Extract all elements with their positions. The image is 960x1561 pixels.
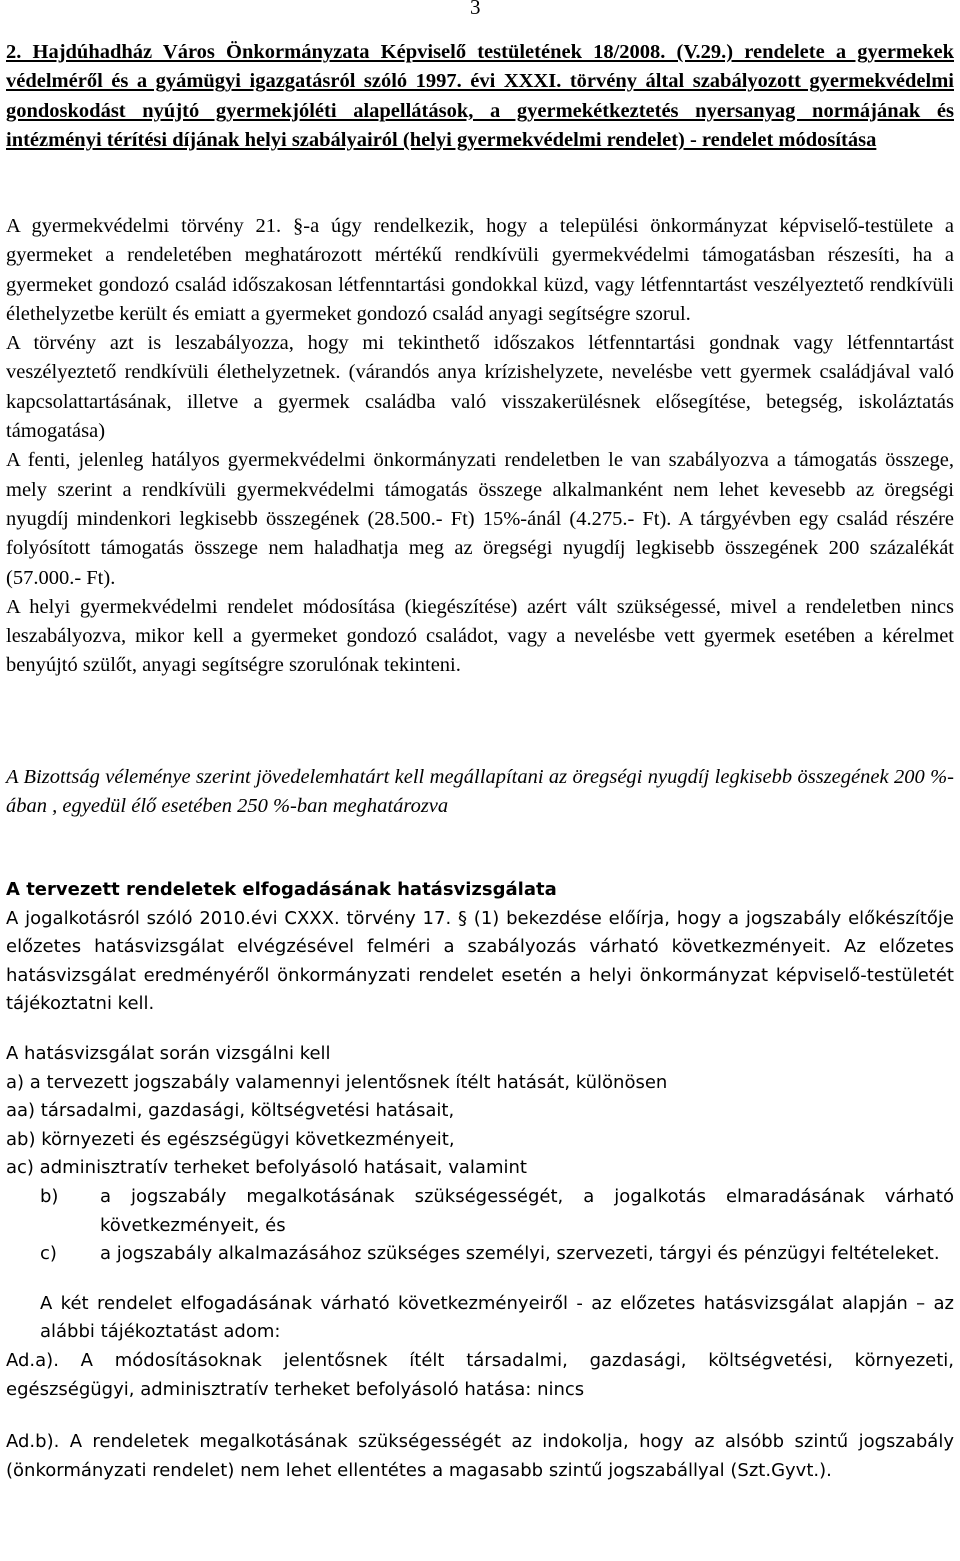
paragraph-current-regulation: A fenti, jelenleg hatályos gyermekvédelmi önkormányzati rendeletben le van szabályozva a támogatás összege, mely szerint a rendkívüli gyermekvédelmi támogatás összege alkalmanként nem lehet kevesebb az öregségi nyugdíj mindenkori legkisebb összegének (28.500.- Ft) 15%-ánál (4.275.- Ft). A tárgyévben egy család részére folyósított támogatás összege nem haladhatja meg az öregségi nyugdíj legkisebb összegének 200 százalékát (57.000.- Ft). xyxy=(6,449,954,589)
list-item-b xyxy=(6,1183,954,1240)
impact-ada: Ad.a). A módosításoknak jelentősnek ítélt társadalmi, gazdasági, költségvetési, környezeti, egészségügyi, adminisztratív terheket befolyásoló hatása: nincs xyxy=(6,1349,954,1400)
section-body xyxy=(6,212,954,681)
list-marker-c: c) xyxy=(40,1243,57,1265)
list-item-c xyxy=(6,1240,954,1269)
list-item-ac: ac) adminisztratív terheket befolyásoló hatásait, valamint xyxy=(6,1157,527,1179)
impact-heading: A tervezett rendeletek elfogadásának hatásvizsgálata xyxy=(6,879,557,900)
list-item-aa: aa) társadalmi, gazdasági, költségvetési hatásait, xyxy=(6,1100,455,1122)
list-text-b: a jogszabály megalkotásának szükségességét, a jogalkotás elmaradásának várható következményeit, és xyxy=(100,1185,954,1236)
page-number: 3 xyxy=(470,0,481,19)
paragraph-law-21: A gyermekvédelmi törvény 21. §-a úgy rendelkezik, hogy a települési önkormányzat képviselő-testülete a gyermeket a rendeletében meghatározott mértékű rendkívüli gyermekvédelmi támogatásban részesíti, ha a gyermeket gondozó család időszakosan létfenntartási gondokkal küzd, vagy létfenntartást veszélyeztető rendkívüli élethelyzetbe került és emiatt a gyermeket gondozó család anyagi segítségre szorul. xyxy=(6,215,954,325)
impact-list-intro: A hatásvizsgálat során vizsgálni kell xyxy=(6,1042,331,1064)
impact-summary: A két rendelet elfogadásának várható következményeiről - az előzetes hatásvizsgálat alapján – az alábbi tájékoztatást adom: xyxy=(40,1292,954,1343)
impact-intro: A jogalkotásról szóló 2010.évi CXXX. törvény 17. § (1) bekezdése előírja, hogy a jogszabály előkészítője előzetes hatásvizsgálat elvégzésével felméri a szabályozás várható következményeit. Az előzetes hatásvizsgálat eredményéről önkormányzati rendelet esetén a helyi önkormányzat képviselő-testületét tájékoztatni kell. xyxy=(6,907,954,1015)
committee-opinion: A Bizottság véleménye szerint jövedelemhatárt kell megállapítani az öregségi nyugdíj legkisebb összegének 200 %-ában , egyedül élő esetében 250 %-ban meghatározva xyxy=(6,766,954,818)
list-item-a: a) a tervezett jogszabály valamennyi jelentősnek ítélt hatását, különösen xyxy=(6,1071,668,1093)
list-marker-b: b) xyxy=(40,1185,59,1207)
impact-adb: Ad.b). A rendeletek megalkotásának szükségességét az indokolja, hogy az alsóbb szintű jogszabály (önkormányzati rendelet) nem lehet ellentétes a magasabb szintű jogszabállyal (Szt.Gyvt.). xyxy=(6,1431,954,1481)
paragraph-law-definition: A törvény azt is leszabályozza, hogy mi tekinthető időszakos létfenntartási gondnak vagy létfenntartást veszélyeztető rendkívüli élethelyzetnek. (várandós anya krízishelyzete, nevelésbe vett gyermek családjával való kapcsolattartásának, illetve a gyermek családba való visszakerülésnek elősegítése, betegség, iskoláztatás támogatása) xyxy=(6,332,954,443)
impact-assessment-section xyxy=(6,876,954,1485)
list-text-c: a jogszabály alkalmazásához szükséges személyi, szervezeti, tárgyi és pénzügyi feltételeket. xyxy=(100,1243,940,1265)
list-item-ab: ab) környezeti és egészségügyi következményeit, xyxy=(6,1128,455,1150)
paragraph-amendment-reason: A helyi gyermekvédelmi rendelet módosítása (kiegészítése) azért vált szükségessé, mivel a rendeletben nincs leszabályozva, mikor kell a gyermeket gondozó családot, vagy a nevelésbe vett gyermek esetében a kérelmet benyújtó szülőt, anyagi segítségre szorulónak tekinteni. xyxy=(6,595,954,677)
section-heading: 2. Hajdúhadház Város Önkormányzata Képviselő testületének 18/2008. (V.29.) rendelete a gyermekek védelméről és a gyámügyi igazgatásról szóló 1997. évi XXXI. törvény által szabályozott gyermekvédelmi gondoskodást nyújtó gyermekjóléti alapellátások, a gyermekétkeztetés nyersanyag normájának és intézményi térítési díjának helyi szabályairól (helyi gyermekvédelmi rendelet) - rendelet módosítása xyxy=(6,41,954,151)
